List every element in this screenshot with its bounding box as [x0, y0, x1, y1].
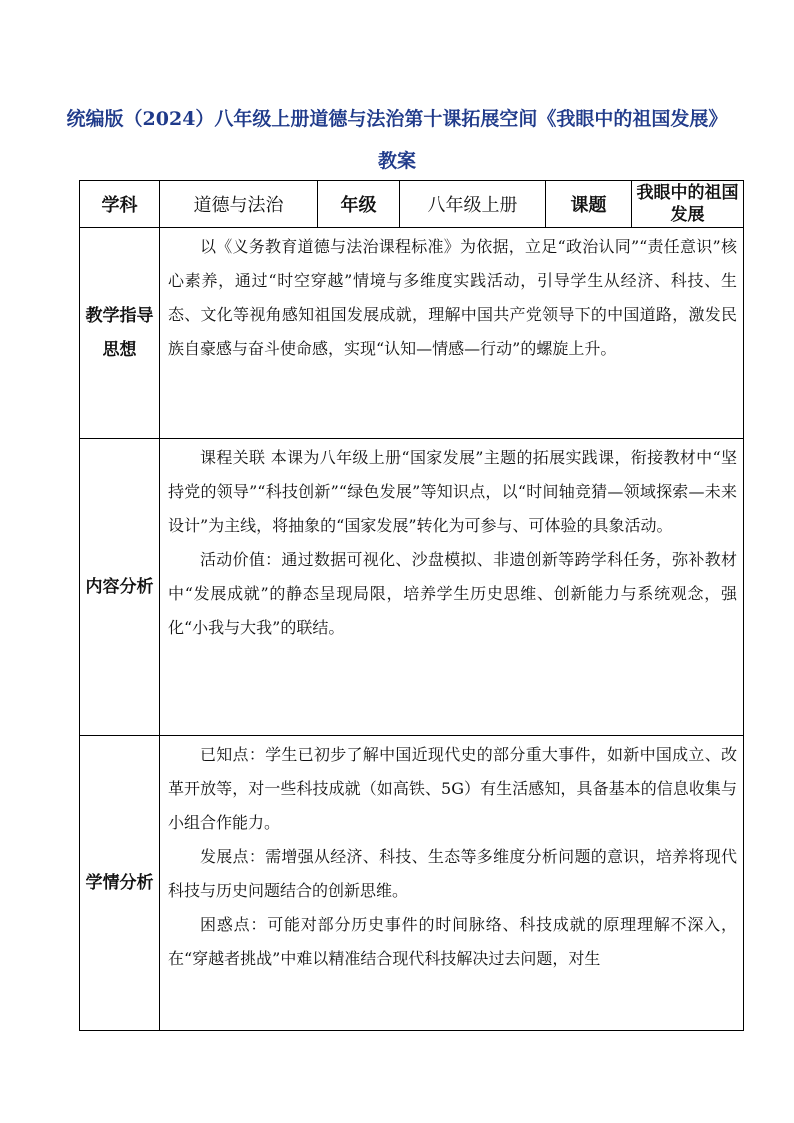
- section-label: 教学指导思想: [80, 228, 160, 439]
- lesson-plan-table: [79, 180, 744, 1031]
- paragraph: 以《义务教育道德与法治课程标准》为依据，立足“政治认同”“责任意识”核心素养，通过“时空穿越”情境与多维度实践活动，引导学生从经济、科技、生态、文化等视角感知祖国发展成就，理解中国共产党领导下的中国道路，激发民族自豪感与奋斗使命感，实现“认知—情感—行动”的螺旋上升。: [168, 237, 737, 358]
- paragraph: 已知点：学生已初步了解中国近现代史的部分重大事件，如新中国成立、改革开放等，对一些科技成就（如高铁、5G）有生活感知，具备基本的信息收集与小组合作能力。: [168, 745, 737, 832]
- paragraph: 课程关联 本课为八年级上册“国家发展”主题的拓展实践课，衔接教材中“坚持党的领导”“科技创新”“绿色发展”等知识点，以“时间轴竞猜—领域探索—未来设计”为主线，将抽象的“国家发展”转化为可参与、可体验的具象活动。: [168, 448, 737, 535]
- paragraph: 发展点：需增强从经济、科技、生态等多维度分析问题的意识，培养将现代科技与历史问题结合的创新思维。: [168, 847, 737, 900]
- subject-value: 道德与法治: [160, 181, 318, 228]
- subject-label: 学科: [80, 181, 160, 228]
- section-content: [160, 736, 744, 1031]
- header-row: [80, 181, 744, 228]
- section-row-content-analysis: [80, 439, 744, 736]
- section-row-learner-analysis: [80, 736, 744, 1031]
- section-row-guiding-thought: [80, 228, 744, 439]
- section-label: 学情分析: [80, 736, 160, 1031]
- section-content: [160, 228, 744, 439]
- grade-value: 八年级上册: [400, 181, 546, 228]
- section-content: [160, 439, 744, 736]
- topic-value: 我眼中的祖国发展: [632, 181, 744, 228]
- section-label: 内容分析: [80, 439, 160, 736]
- document-title-continued: 教案: [377, 150, 416, 172]
- paragraph: 困惑点：可能对部分历史事件的时间脉络、科技成就的原理理解不深入，在“穿越者挑战”中难以精准结合现代科技解决过去问题，对生: [168, 915, 737, 968]
- document-title: 统编版（2024）八年级上册道德与法治第十课拓展空间《我眼中的祖国发展》: [66, 108, 728, 130]
- paragraph: 活动价值：通过数据可视化、沙盘模拟、非遗创新等跨学科任务，弥补教材中“发展成就”的静态呈现局限，培养学生历史思维、创新能力与系统观念，强化“小我与大我”的联结。: [168, 550, 737, 637]
- topic-label: 课题: [546, 181, 632, 228]
- grade-label: 年级: [318, 181, 400, 228]
